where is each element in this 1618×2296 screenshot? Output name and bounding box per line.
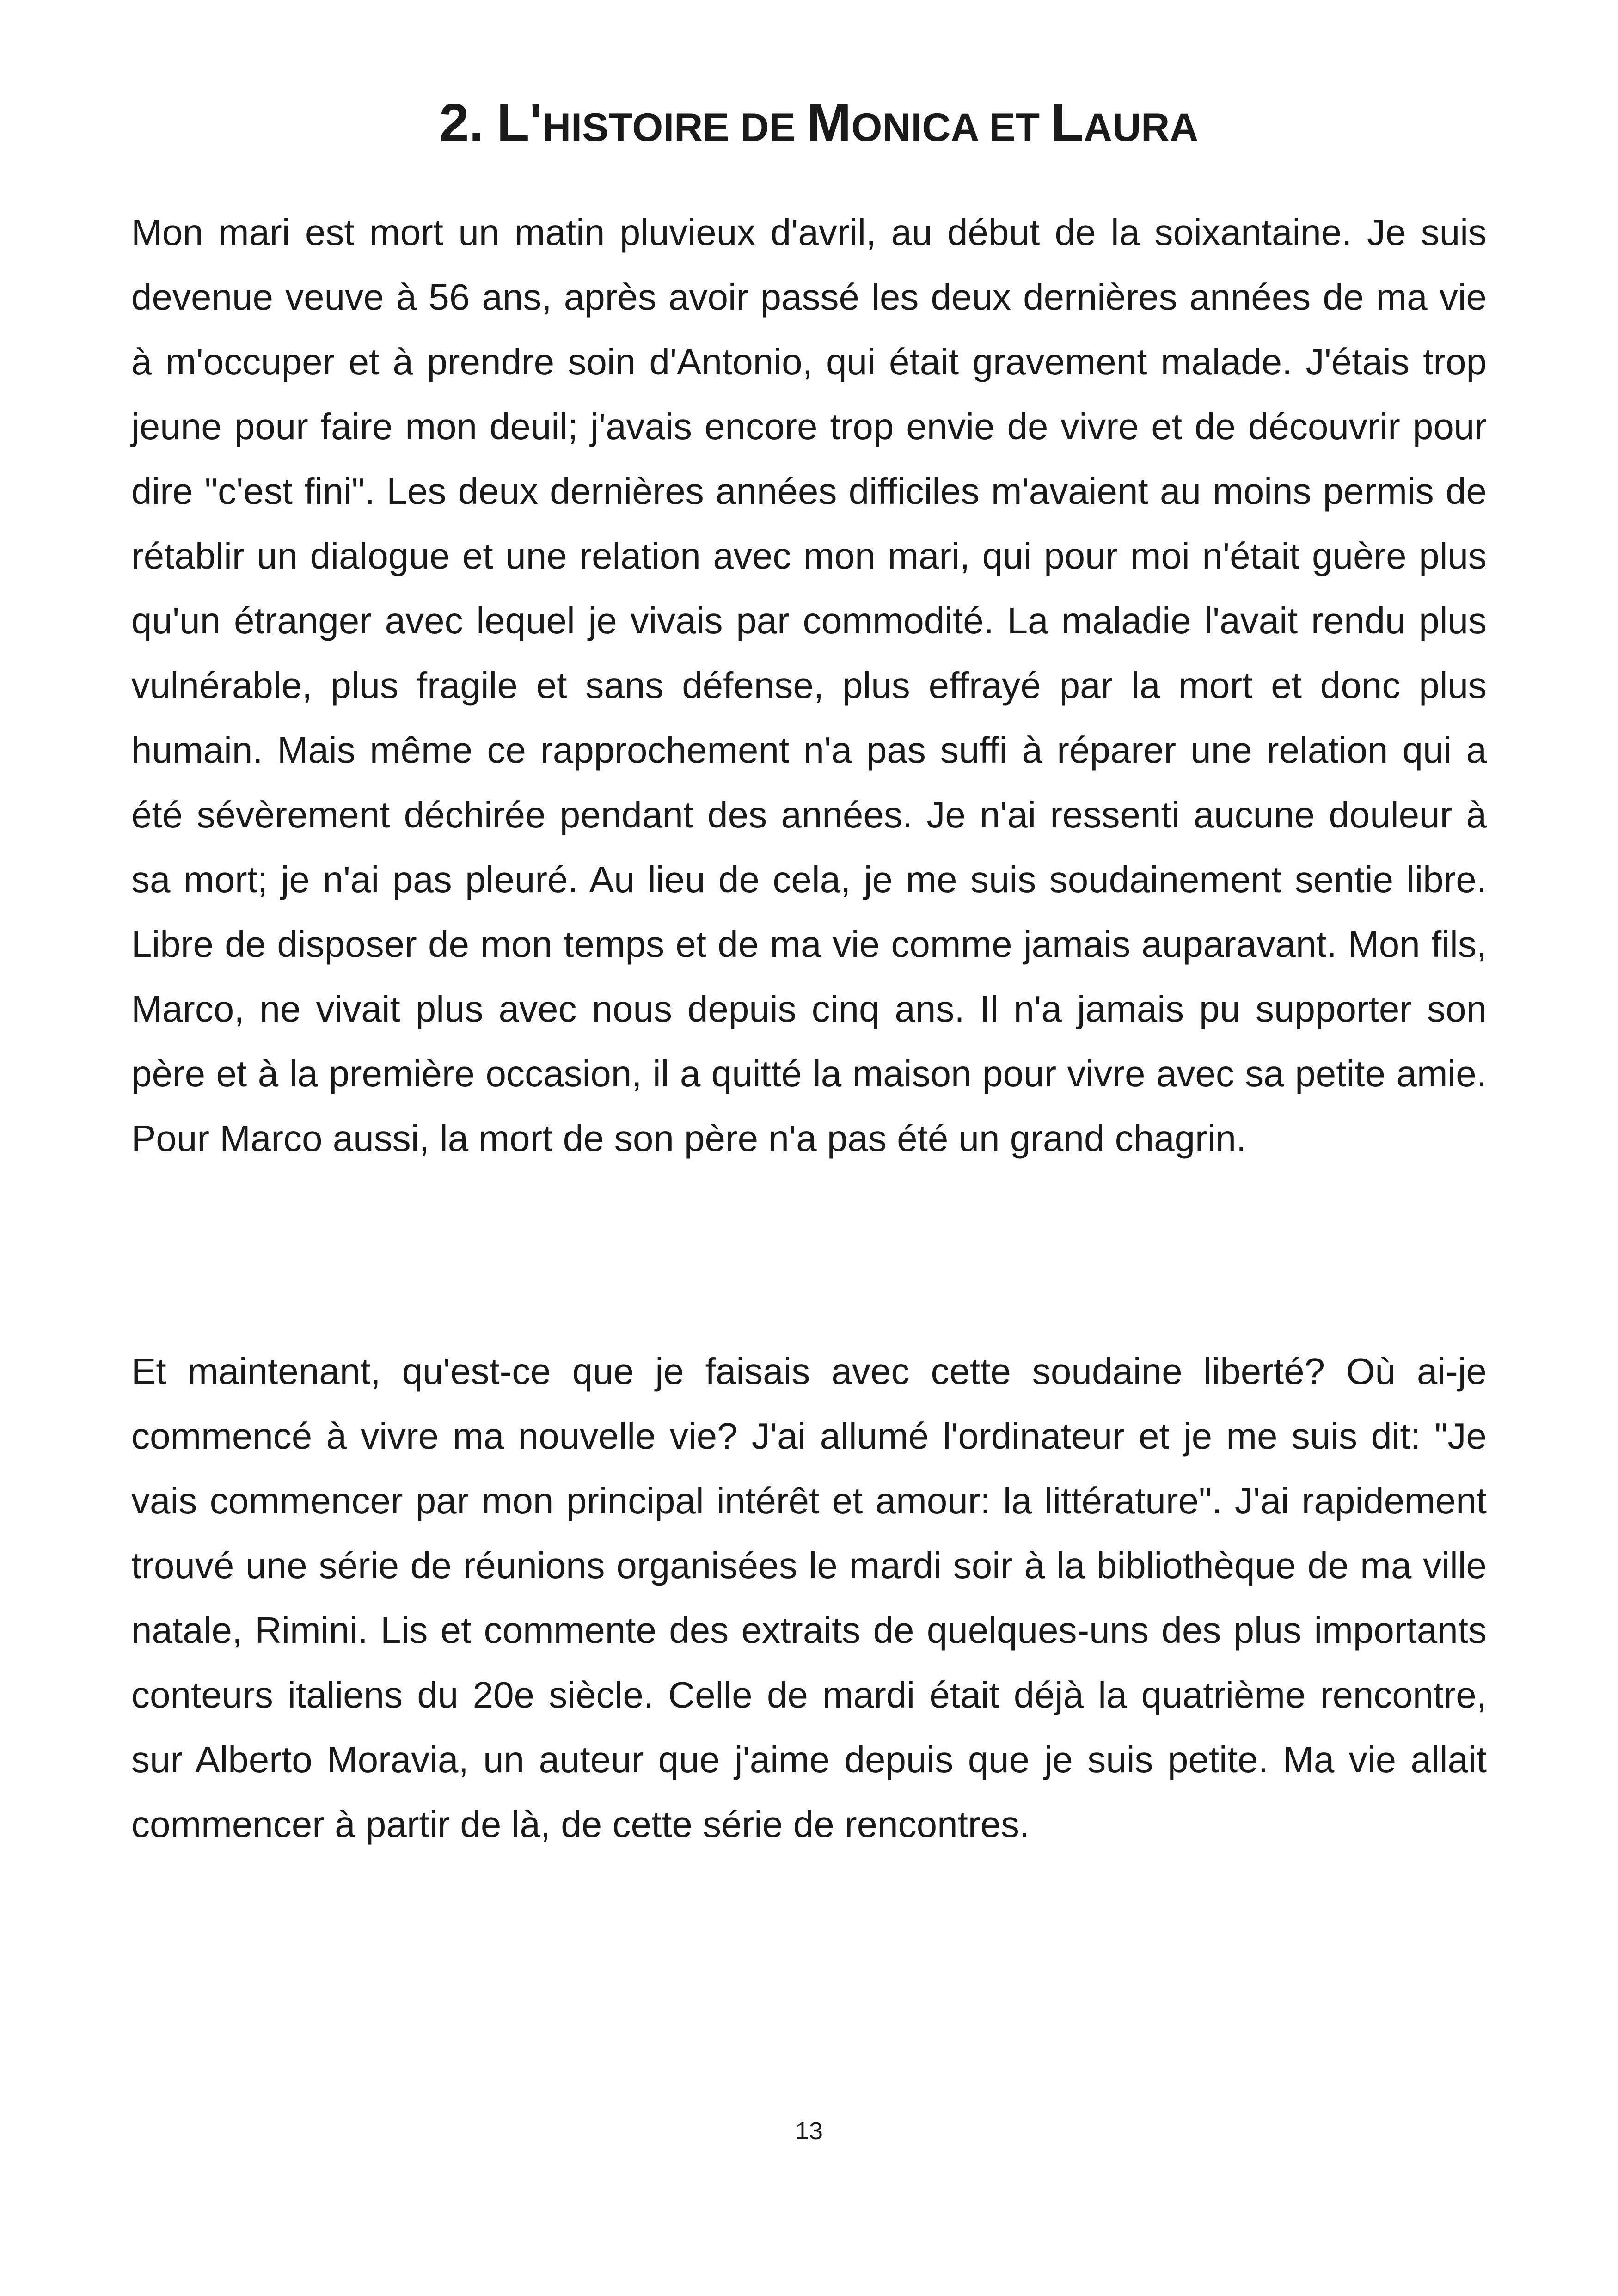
chapter-title-part: M — [806, 92, 852, 153]
body-paragraph-1: Mon mari est mort un matin pluvieux d'avril, au début de la soixantaine. Je suis devenue veuve à 56 ans, après avoir passé les deux dernières années de ma vie à m'occuper et à prendre soin d'Antonio, qui était gravement malade. J'étais trop jeune pour faire mon deuil; j'avais encore trop envie de vivre et de découvrir pour dire "c'est fini". Les deux dernières années difficiles m'avaient au moins permis de rétablir un dialogue et une relation avec mon mari, qui pour moi n'était guère plus qu'un étranger avec lequel je vivais par commodité. La maladie l'avait rendu plus vulnérable, plus fragile et sans défense, plus effrayé par la mort et donc plus humain. Mais même ce rapprochement n'a pas suffi à réparer une relation qui a été sévèrement déchirée pendant des années. Je n'ai ressenti aucune douleur à sa mort; je n'ai pas pleuré. Au lieu de cela, je me suis soudainement sentie libre. Libre de disposer de mon temps et de ma vie comme jamais auparavant. Mon fils, Marco, ne vivait plus avec nous depuis cinq ans. Il n'a jamais pu supporter son père et à la première occasion, il a quitté la maison pour vivre avec sa petite amie. Pour Marco aussi, la mort de son père n'a pas été un grand chagrin. — [131, 212, 1487, 1159]
chapter-number: 2. — [439, 92, 484, 153]
body-paragraph-2: Et maintenant, qu'est-ce que je faisais avec cette soudaine liberté? Où ai-je commencé à vivre ma nouvelle vie? J'ai allumé l'ordinateur et je me suis dit: "Je vais commencer par mon principal intérêt et amour: la littérature". J'ai rapidement trouvé une série de réunions organisées le mardi soir à la bibliothèque de ma ville natale, Rimini. Lis et commente des extraits de quelques-uns des plus importants conteurs italiens du 20e siècle. Celle de mardi était déjà la quatrième rencontre, sur Alberto Moravia, un auteur que j'aime depuis que je suis petite. Ma vie allait commencer à partir de là, de cette série de rencontres. — [131, 1351, 1487, 1845]
chapter-title-part: HISTOIRE DE — [542, 105, 807, 150]
chapter-title — [439, 90, 1198, 160]
chapter-title-part: L — [1051, 92, 1084, 153]
chapter-title-part: AURA — [1083, 105, 1199, 150]
page-number: 13 — [795, 2117, 823, 2145]
chapter-title-part: ONICA ET — [851, 105, 1051, 150]
chapter-title-part: L' — [496, 92, 542, 153]
